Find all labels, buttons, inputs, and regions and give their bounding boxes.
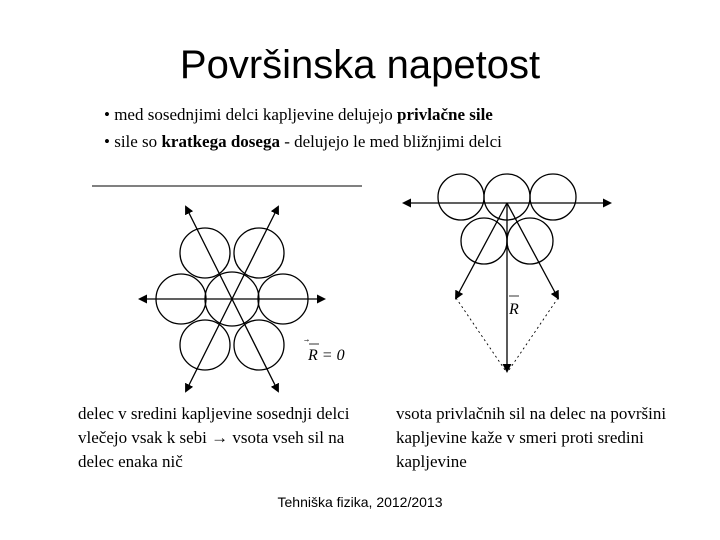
footer-text: Tehniška fizika, 2012/2013 [277, 494, 443, 510]
caption-surface: vsota privlačnih sil na delec na površini kapljevine kaže v smeri proti sredini kapljevine [396, 404, 667, 471]
neighbor-particle [438, 174, 484, 220]
construction-line [456, 298, 505, 370]
bullet-text: med sosednjimi delci kapljevine delujejo [114, 105, 397, 124]
bullet-emphasis: kratkega dosega [161, 132, 280, 151]
neighbor-particle [234, 320, 284, 370]
neighbor-particle [180, 320, 230, 370]
neighbor-particle [530, 174, 576, 220]
bullet-emphasis: privlačne sile [397, 105, 493, 124]
caption-interior: delec v sredini kapljevine sosednji delci vlečejo vsak k sebi → vsota vseh sil na delec enaka nič [78, 404, 350, 471]
neighbor-particle [461, 218, 507, 264]
bullet-symbol: • [104, 105, 110, 124]
neighbor-particle [507, 218, 553, 264]
bullet-symbol: • [104, 132, 110, 151]
vector-arrow-mark [304, 339, 309, 342]
resultant-label: R [509, 301, 519, 318]
bullet-text: sile so [114, 132, 162, 151]
slide-title: Površinska napetost [179, 43, 541, 87]
interior-particle-diagram [92, 186, 362, 391]
bullet-text-end: - delujejo le med bližnjimi delci [279, 132, 502, 151]
resultant-zero-label: R = 0 [308, 347, 345, 364]
neighbor-particle [234, 228, 284, 278]
neighbor-particle [180, 228, 230, 278]
surface-particle-diagram [404, 174, 610, 371]
